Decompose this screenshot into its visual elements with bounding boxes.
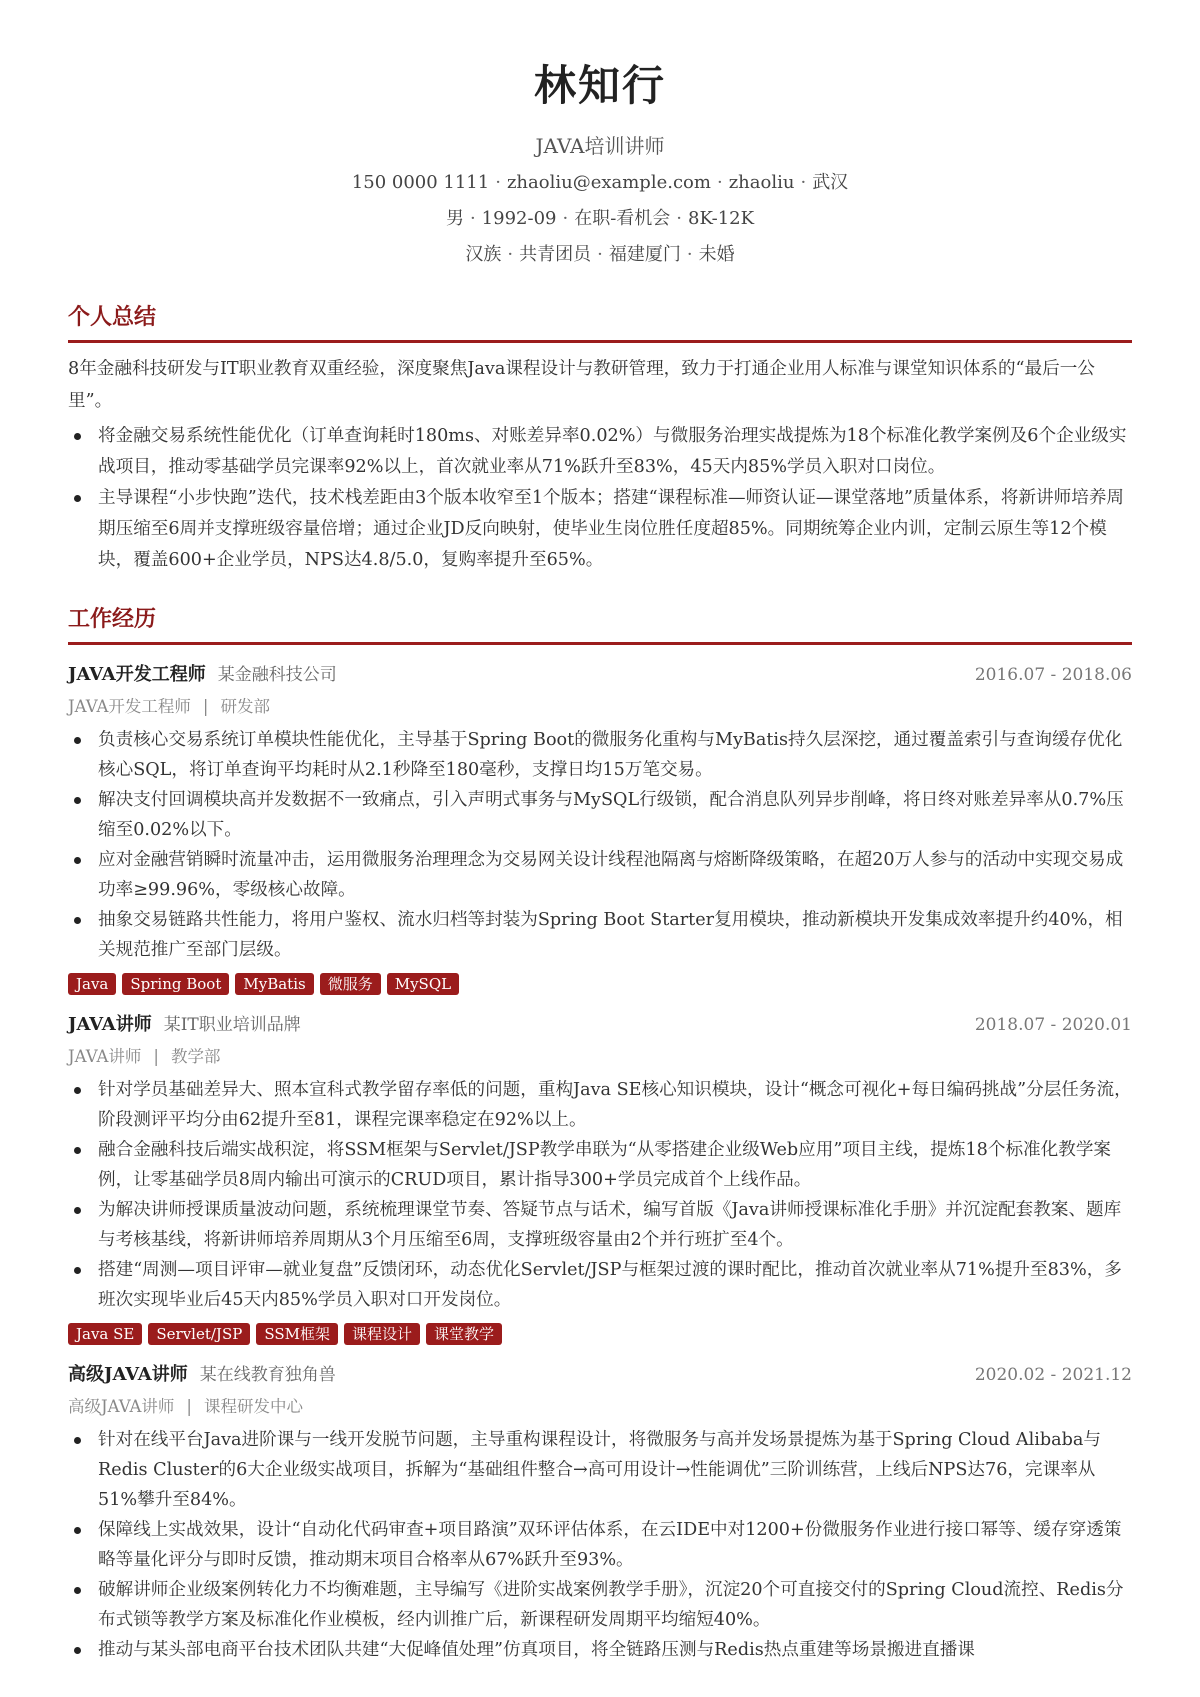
contact-line: 150 0000 1111 · zhaoliu@example.com · zhaoliu · 武汉	[351, 172, 849, 193]
salary-range: 8K-12K	[688, 208, 755, 229]
skill-tag: MySQL	[387, 973, 459, 995]
job-header	[68, 1361, 1132, 1389]
job-subline: 高级JAVA讲师 | 课程研发中心	[68, 1397, 303, 1416]
hometown: 福建厦门	[608, 244, 681, 265]
job-role: 高级JAVA讲师	[68, 1364, 188, 1385]
list-item: 负责核心交易系统订单模块性能优化，主导基于Spring Boot的微服务化重构与MyBatis持久层深挖，通过覆盖索引与查询缓存优化核心SQL，将订单查询平均耗时从2.1秒降至180毫秒，支撑日均15万笔交易。	[68, 725, 1132, 785]
job-bullets	[68, 1075, 1132, 1315]
section-title-work: 工作经历	[68, 604, 1132, 645]
skill-tag: 微服务	[320, 973, 381, 995]
skill-tags	[68, 1323, 1132, 1345]
skill-tag: Servlet/JSP	[148, 1323, 250, 1345]
list-item: 破解讲师企业级案例转化力不均衡难题，主导编写《进阶实战案例教学手册》，沉淀20个可直接交付的Spring Cloud流控、Redis分布式锁等教学方案及标准化作业模板，经内训推广后，新课程研发周期平均缩短40%。	[68, 1575, 1132, 1635]
resume-header	[68, 0, 1132, 268]
job-department: 教学部	[170, 1047, 221, 1066]
basic-info-line: 男 · 1992-09 · 在职-看机会 · 8K-12K	[445, 208, 755, 229]
skill-tag: MyBatis	[235, 973, 313, 995]
job-bullets	[68, 1425, 1132, 1665]
job-company: 某金融科技公司	[217, 665, 337, 685]
list-item: 抽象交易链路共性能力，将用户鉴权、流水归档等封装为Spring Boot Starter复用模块，推动新模块开发集成效率提升约40%，相关规范推广至部门层级。	[68, 905, 1132, 965]
section-title-summary: 个人总结	[68, 302, 1132, 343]
job-subline: JAVA开发工程师 | 研发部	[68, 697, 270, 716]
city: 武汉	[812, 172, 849, 193]
job-entry	[68, 1011, 1132, 1345]
job-date: 2016.07 - 2018.06	[974, 665, 1132, 685]
skill-tag: SSM框架	[256, 1323, 338, 1345]
list-item: 保障线上实战效果，设计“自动化代码审查+项目路演”双环评估体系，在云IDE中对1200+份微服务作业进行接口幂等、缓存穿透策略等量化评分与即时反馈，推动期末项目合格率从67%跃升至93%。	[68, 1515, 1132, 1575]
email: zhaoliu@example.com	[506, 172, 711, 193]
job-department: 研发部	[220, 697, 270, 716]
gender: 男	[445, 208, 464, 229]
list-item: 解决支付回调模块高并发数据不一致痛点，引入声明式事务与MySQL行级锁，配合消息队列异步削峰，将日终对账差异率从0.7%压缩至0.02%以下。	[68, 785, 1132, 845]
job-role: JAVA讲师	[68, 1014, 152, 1035]
job-company: 某IT职业培训品牌	[163, 1015, 301, 1035]
list-item: 针对学员基础差异大、照本宣科式教学留存率低的问题，重构Java SE核心知识模块，设计“概念可视化+每日编码挑战”分层任务流，阶段测评平均分由62提升至81，课程完课率稳定在92%以上。	[68, 1075, 1132, 1135]
list-item: 推动与某头部电商平台技术团队共建“大促峰值处理”仿真项目，将全链路压测与Redis热点重建等场景搬进直播课	[68, 1635, 1132, 1665]
job-position: JAVA开发工程师	[68, 697, 191, 716]
political-status: 共青团员	[519, 244, 592, 265]
skill-tag: Spring Boot	[122, 973, 229, 995]
job-header	[68, 1011, 1132, 1039]
job-entry	[68, 661, 1132, 995]
summary-bullets	[68, 421, 1132, 576]
ethnicity: 汉族	[465, 244, 502, 265]
job-bullets	[68, 725, 1132, 965]
job-entry	[68, 1361, 1132, 1665]
job-header	[68, 661, 1132, 689]
list-item: 主导课程“小步快跑”迭代，技术栈差距由3个版本收窄至1个版本；搭建“课程标准—师资认证—课堂落地”质量体系，将新讲师培养周期压缩至6周并支撑班级容量倍增；通过企业JD反向映射，使毕业生岗位胜任度超85%。同期统筹企业内训，定制云原生等12个模块，覆盖600+企业学员，NPS达4.8/5.0，复购率提升至65%。	[68, 483, 1132, 576]
job-company: 某在线教育独角兽	[199, 1365, 336, 1385]
summary-section	[68, 302, 1132, 576]
extra-info-line: 汉族 · 共青团员 · 福建厦门 · 未婚	[465, 244, 735, 265]
list-item: 为解决讲师授课质量波动问题，系统梳理课堂节奏、答疑节点与话术，编写首版《Java讲师授课标准化手册》并沉淀配套教案、题库与考核基线，将新讲师培养周期从3个月压缩至6周，支撑班级容量由2个并行班扩至4个。	[68, 1195, 1132, 1255]
skill-tags	[68, 973, 1132, 995]
skill-tag: Java SE	[68, 1323, 142, 1345]
skill-tag: 课程设计	[344, 1323, 420, 1345]
list-item: 将金融交易系统性能优化（订单查询耗时180ms、对账差异率0.02%）与微服务治理实战提炼为18个标准化教学案例及6个企业级实战项目，推动零基础学员完课率92%以上，首次就业率从71%跃升至83%，45天内85%学员入职对口岗位。	[68, 421, 1132, 483]
job-date: 2020.02 - 2021.12	[974, 1365, 1132, 1385]
job-department: 课程研发中心	[203, 1397, 303, 1416]
job-date: 2018.07 - 2020.01	[974, 1015, 1132, 1035]
birth-date: 1992-09	[481, 208, 557, 229]
job-status: 在职-看机会	[574, 208, 671, 229]
marital-status: 未婚	[698, 244, 735, 265]
list-item: 融合金融科技后端实战积淀，将SSM框架与Servlet/JSP教学串联为“从零搭建企业级Web应用”项目主线，提炼18个标准化教学案例，让零基础学员8周内输出可演示的CRUD项目，累计指导300+学员完成首个上线作品。	[68, 1135, 1132, 1195]
wechat: zhaoliu	[728, 172, 795, 193]
job-role: JAVA开发工程师	[68, 664, 206, 685]
work-section	[68, 604, 1132, 1665]
candidate-name: 林知行	[533, 61, 666, 110]
job-position: JAVA讲师	[68, 1047, 142, 1066]
summary-text: 8年金融科技研发与IT职业教育双重经验，深度聚焦Java课程设计与教研管理，致力于打通企业用人标准与课堂知识体系的“最后一公里”。	[68, 359, 1095, 411]
job-title: JAVA培训讲师	[535, 134, 665, 158]
list-item: 针对在线平台Java进阶课与一线开发脱节问题，主导重构课程设计，将微服务与高并发场景提炼为基于Spring Cloud Alibaba与Redis Cluster的6大企业级实战项目，拆解为“基础组件整合→高可用设计→性能调优”三阶训练营，上线后NPS达76，完课率从51%攀升至84%。	[68, 1425, 1132, 1515]
skill-tag: Java	[68, 973, 116, 995]
job-subline: JAVA讲师 | 教学部	[68, 1047, 221, 1066]
job-position: 高级JAVA讲师	[68, 1397, 175, 1416]
phone: 150 0000 1111	[351, 172, 490, 193]
skill-tag: 课堂教学	[426, 1323, 502, 1345]
list-item: 搭建“周测—项目评审—就业复盘”反馈闭环，动态优化Servlet/JSP与框架过渡的课时配比，推动首次就业率从71%提升至83%，多班次实现毕业后45天内85%学员入职对口开发岗位。	[68, 1255, 1132, 1315]
list-item: 应对金融营销瞬时流量冲击，运用微服务治理理念为交易网关设计线程池隔离与熔断降级策略，在超20万人参与的活动中实现交易成功率≥99.96%，零级核心故障。	[68, 845, 1132, 905]
